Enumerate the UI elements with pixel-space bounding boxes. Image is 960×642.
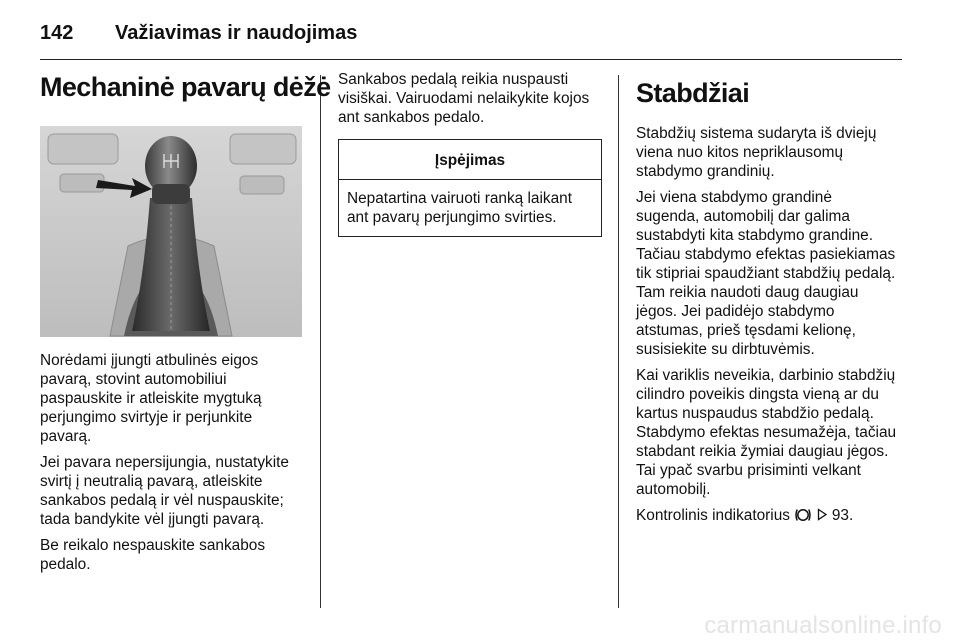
- clutch-advice: Be reikalo nespauskite sankabos pedalo.: [40, 537, 266, 573]
- header-rule: [40, 59, 902, 60]
- page-number: 142: [40, 22, 74, 44]
- reverse-gear-instruction: Norėdami įjungti atbulinės eigos pavarą, stovint automobiliui paspauskite ir atleiskite mygtuką perjungimo svirtyje ir perjunkite pavarą.: [40, 352, 262, 445]
- gear-lever-illustration: [40, 126, 302, 337]
- watermark: carmanualsonline.info: [704, 612, 942, 639]
- warning-text: Nepatartina vairuoti ranką laikant ant pavarų perjungimo svirties.: [347, 190, 572, 226]
- page-header: [40, 14, 900, 54]
- column-3: [636, 70, 898, 533]
- column-1: [40, 70, 331, 581]
- section-title-gearbox: Mechaninė pavarų dėžė: [40, 72, 331, 102]
- brake-circuit-failure-paragraph: Jei viena stabdymo grandinė sugenda, automobilį dar galima sustabdyti kita stabdymo grandine. Tačiau stabdymo efektas pasiekiamas tik stipriai spaudžiant stabdžių pedalą. Tam reikia naudoti daug daugiau jėgos. Jei padidėjo stabdymo atstumas, prieš tęsdami kelionę, susisiekite su dirbtuvėmis.: [636, 189, 896, 358]
- running-title: Važiavimas ir naudojimas: [115, 22, 358, 44]
- page-reference[interactable]: 93.: [831, 507, 854, 524]
- engine-off-braking-paragraph: Kai variklis neveikia, darbinio stabdžių cilindro poveikis dingsta vieną ar du kartus nuspaudus stabdžio pedalą. Stabdymo efektas nesumažėja, tačiau stabdant reikia žymiai daugiau jėgos. Tai ypač svarbu prisiminti velkant automobilį.: [636, 367, 897, 498]
- section-title-brakes: Stabdžiai: [636, 78, 750, 108]
- gear-not-engaging-instruction: Jei pavara nepersijungia, nustatykite svirtį į neutralią pavarą, atleiskite sankabos pedalą ir vėl nuspauskite; tada bandykite vėl įjungti pavarą.: [40, 454, 289, 528]
- column-divider-1: [320, 75, 321, 608]
- column-2: [338, 70, 604, 237]
- column-divider-2: [618, 75, 619, 608]
- clutch-pedal-paragraph: Sankabos pedalą reikia nuspausti visiškai. Vairuodami nelaikykite kojos ant sankabos pedalo.: [338, 71, 590, 126]
- page-reference-arrow-icon: [817, 507, 828, 526]
- brake-warning-icon: [794, 507, 812, 523]
- warning-title: Įspėjimas: [339, 140, 601, 180]
- indicator-label: Kontrolinis indikatorius: [636, 507, 790, 524]
- indicator-reference: [636, 506, 898, 526]
- brake-system-paragraph: Stabdžių sistema sudaryta iš dviejų viena nuo kitos nepriklausomų stabdymo grandinių.: [636, 125, 877, 180]
- warning-box: [338, 139, 602, 237]
